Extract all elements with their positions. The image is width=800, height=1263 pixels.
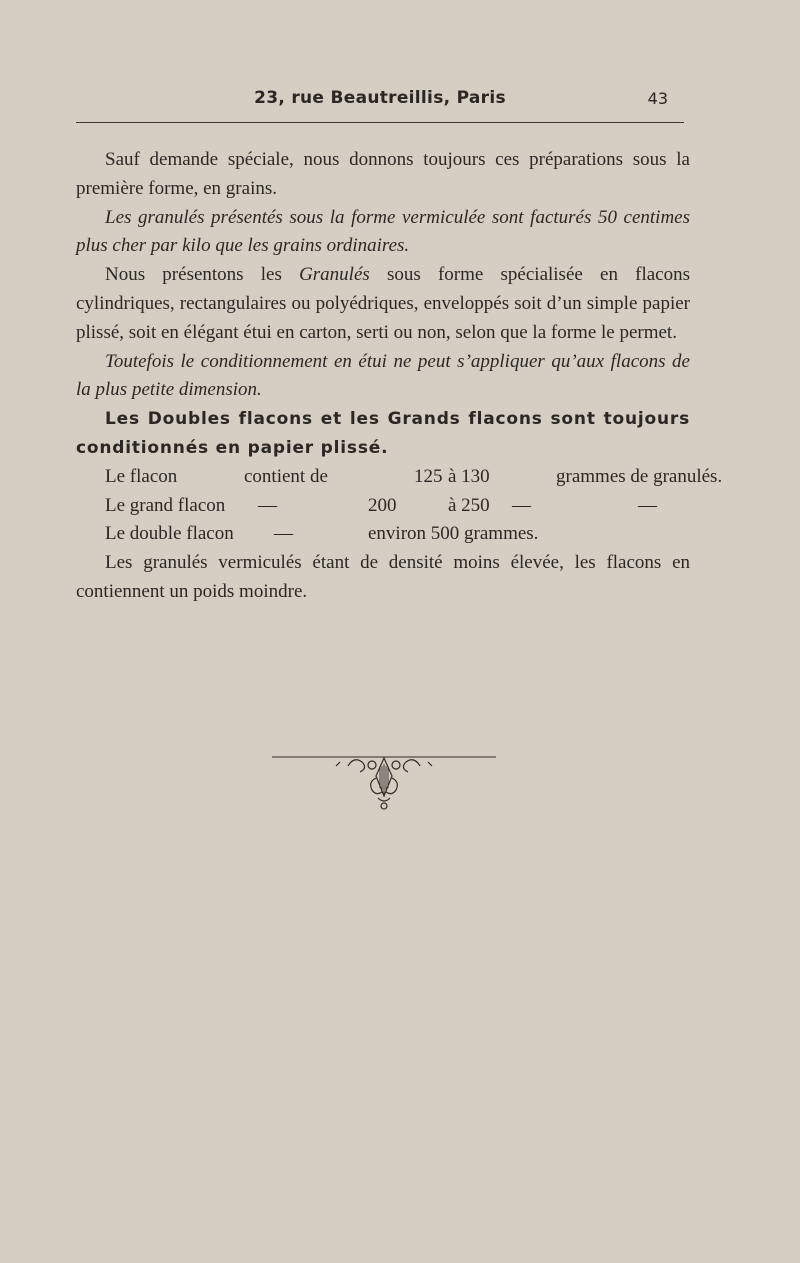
- capacity-row-grand-flacon: [76, 492, 690, 521]
- paragraph-3: [76, 261, 690, 347]
- paragraph-1: Sauf demande spéciale, nous donnons toujours ces préparations sous la première forme, en grains.: [76, 149, 690, 199]
- row2-from: 200: [368, 494, 397, 516]
- row2-to: à 250: [448, 494, 490, 516]
- paragraph-2-italic: Les granulés présentés sous la forme vermiculée sont facturés 50 centimes plus cher par kilo que les grains ordinaires.: [76, 206, 690, 257]
- row1-from: 125: [414, 465, 443, 487]
- fleuron-icon: [272, 748, 496, 818]
- running-header: [76, 88, 684, 118]
- row1-unit: grammes de granulés.: [556, 465, 723, 487]
- paragraph-3-emphasis: Granulés: [299, 264, 370, 286]
- page-number: 43: [647, 89, 668, 108]
- row3-dash: —: [274, 523, 293, 545]
- row2-dash: —: [258, 494, 277, 516]
- row2-dash2: —: [512, 494, 531, 516]
- row1-to: à 130: [448, 465, 490, 487]
- paragraph-4-italic: Toutefois le conditionnement en étui ne peut s’appliquer qu’aux flacons de la plus petite dimension.: [76, 350, 690, 401]
- row3-amount: environ 500 grammes.: [368, 523, 539, 545]
- row1-item: Le flacon: [105, 465, 178, 487]
- paragraph-5-bold: Les Doubles flacons et les Grands flacons sont toujours conditionnés en papier plissé.: [76, 409, 690, 458]
- row2-dash3: —: [638, 494, 657, 516]
- header-address: 23, rue Beautreillis, Paris: [254, 88, 506, 108]
- row3-item: Le double flacon: [105, 523, 234, 545]
- paragraph-3-start: Nous présentons les: [105, 264, 300, 286]
- row2-item: Le grand flacon: [105, 494, 226, 516]
- paragraph-3-end: sous forme spécialisée en flacons cylindriques, rectangulaires ou polyédriques, enveloppés soit d’un simple papier plissé, soit en élégant étui en carton, serti ou non, selon que la forme le permet.: [76, 264, 690, 343]
- header-rule: [76, 122, 684, 123]
- capacity-row-double-flacon: [76, 520, 690, 549]
- paragraph-6: Les granulés vermiculés étant de densité moins élevée, les flacons en contiennent un poids moindre.: [76, 552, 690, 602]
- row1-verb: contient de: [244, 465, 328, 487]
- capacity-row-flacon: [76, 463, 723, 492]
- body-text: [76, 146, 723, 607]
